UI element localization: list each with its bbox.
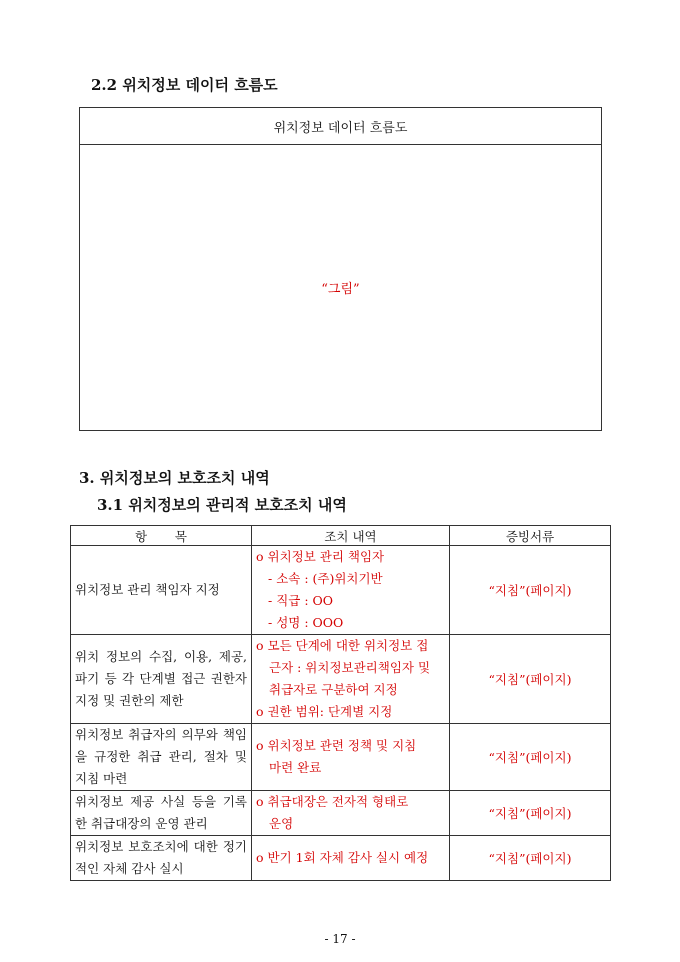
measure-line: 운영 xyxy=(269,816,294,831)
row-item: 위치정보 취급자의 의무와 책임을 규정한 취급 관리, 절차 및 지침 마련 xyxy=(71,724,252,791)
row-item: 위치정보 제공 사실 등을 기록한 취급대장의 운영 관리 xyxy=(71,791,252,836)
table-row xyxy=(71,791,611,836)
row-evidence: “지침”(페이지) xyxy=(450,791,611,836)
section-3-1-heading: 3.1 위치정보의 관리적 보호조치 내역 xyxy=(97,496,347,514)
row-item: 위치정보 관리 책임자 지정 xyxy=(71,546,252,635)
measure-line: o 모든 단계에 대한 위치정보 접 xyxy=(256,638,429,653)
measure-line: - 소속 : (주)위치기반 xyxy=(268,571,383,586)
data-flow-diagram-box xyxy=(79,107,602,431)
row-measures xyxy=(252,836,450,881)
table-row xyxy=(71,635,611,724)
header-item: 항 목 xyxy=(71,526,252,546)
data-flow-figure-area xyxy=(80,145,601,430)
table-row xyxy=(71,836,611,881)
table-body xyxy=(71,546,611,881)
measure-line: - 직급 : OO xyxy=(268,593,334,608)
row-measures xyxy=(252,635,450,724)
measure-line: o 위치정보 관련 정책 및 지침 xyxy=(256,738,417,753)
data-flow-box-title: 위치정보 데이터 흐름도 xyxy=(80,108,601,145)
header-measures: 조치 내역 xyxy=(252,526,450,546)
page-number: - 17 - xyxy=(324,932,356,946)
row-evidence: “지침”(페이지) xyxy=(450,546,611,635)
header-evidence: 증빙서류 xyxy=(450,526,611,546)
measure-line: 근자 : 위치정보관리책임자 및 xyxy=(269,660,431,675)
table-row xyxy=(71,724,611,791)
row-measures xyxy=(252,546,450,635)
measure-line: 취급자로 구분하여 지정 xyxy=(269,682,398,697)
measure-line: 마련 완료 xyxy=(269,760,322,775)
row-measures xyxy=(252,791,450,836)
measure-line: o 반기 1회 자체 감사 실시 예정 xyxy=(256,850,429,865)
table-header-row xyxy=(71,526,611,546)
measure-line: o 위치정보 관리 책임자 xyxy=(256,549,385,564)
row-item: 위치 정보의 수집, 이용, 제공, 파기 등 각 단계별 접근 권한자 지정 및 권한의 제한 xyxy=(71,635,252,724)
section-3-heading: 3. 위치정보의 보호조치 내역 xyxy=(79,469,270,487)
row-item: 위치정보 보호조치에 대한 정기적인 자체 감사 실시 xyxy=(71,836,252,881)
table-row xyxy=(71,546,611,635)
measure-line: o 취급대장은 전자적 형태로 xyxy=(256,794,409,809)
measure-line: - 성명 : OOO xyxy=(268,615,344,630)
figure-placeholder: “그림” xyxy=(321,282,360,297)
row-evidence: “지침”(페이지) xyxy=(450,724,611,791)
row-evidence: “지침”(페이지) xyxy=(450,635,611,724)
section-2-2-heading: 2.2 위치정보 데이터 흐름도 xyxy=(91,76,278,94)
row-measures xyxy=(252,724,450,791)
admin-protection-table xyxy=(70,525,611,881)
row-evidence: “지침”(페이지) xyxy=(450,836,611,881)
measure-line: o 권한 범위: 단계별 지정 xyxy=(256,704,393,719)
